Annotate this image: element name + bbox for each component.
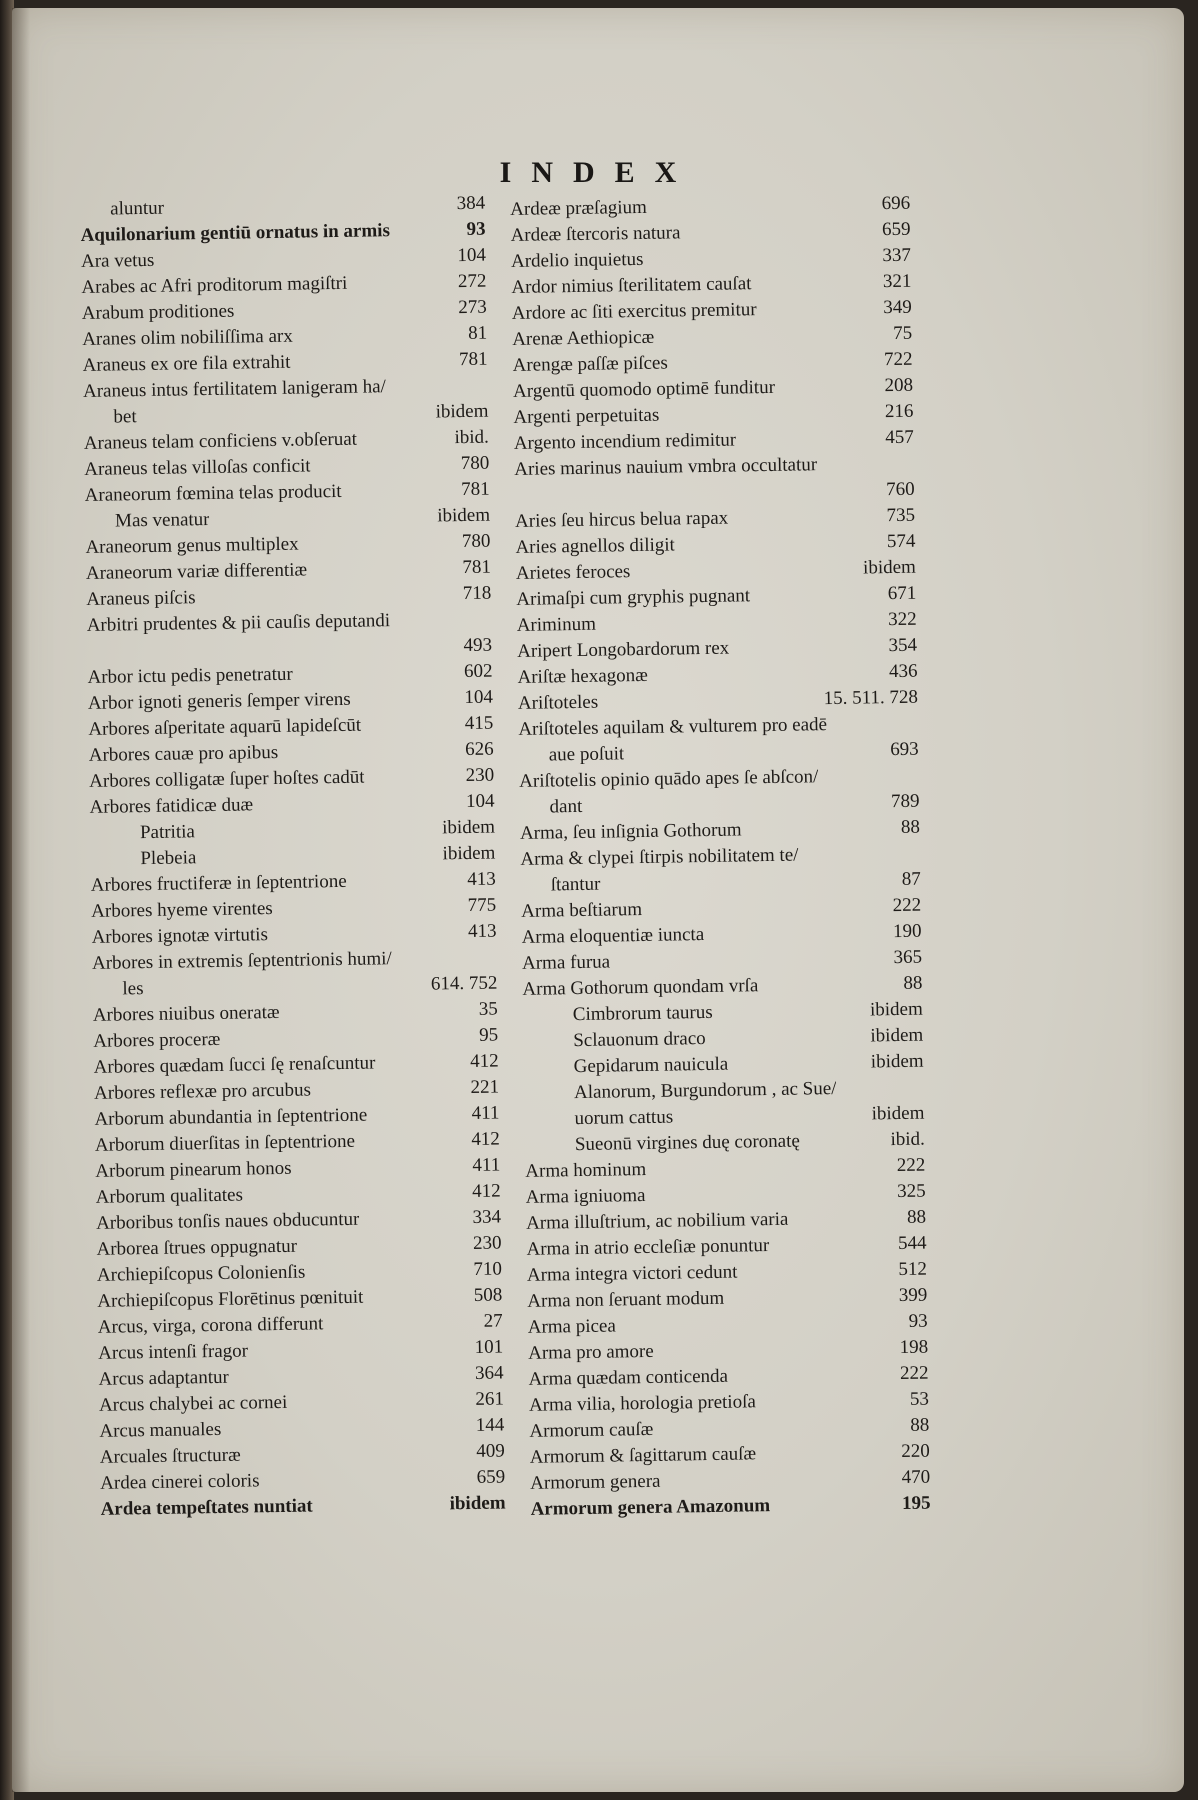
index-term: Ardore ac ſiti exercitus premitur xyxy=(511,299,757,324)
index-term: Arma integra victori cedunt xyxy=(526,1261,738,1286)
index-term: Ariſtotelis opinio quādo apes ſe abſcon/ xyxy=(519,766,819,792)
index-page-ref: 718 xyxy=(462,582,492,605)
index-term: Ariſtoteles aquilam & vulturem pro eadē xyxy=(518,714,828,740)
index-term: Mas venatur xyxy=(114,509,210,532)
index-page-ref: 349 xyxy=(883,296,912,319)
index-page-ref: 144 xyxy=(475,1414,505,1436)
index-page-ref: 780 xyxy=(460,452,490,475)
index-term: Ardea tempeſtates nuntiat xyxy=(100,1495,313,1520)
index-term: Arborum diuerſitas in ſeptentrione xyxy=(94,1130,356,1156)
index-term: les xyxy=(122,978,144,1000)
index-term: Araneus telam conficiens v.obſeruat xyxy=(83,428,358,454)
index-page-ref: ibidem xyxy=(442,842,496,865)
index-term: Arbores proceræ xyxy=(93,1028,221,1052)
index-page-ref: ibidem xyxy=(442,816,496,839)
index-page-ref: 602 xyxy=(463,660,493,683)
index-page-ref: 222 xyxy=(896,1154,926,1177)
index-term: Armorum genera xyxy=(530,1470,661,1494)
index-term: Araneus piſcis xyxy=(86,587,196,610)
index-term: Ardea cinerei coloris xyxy=(100,1470,260,1494)
index-term: Arma quædam conticenda xyxy=(528,1365,729,1390)
index-page-ref: 81 xyxy=(468,322,488,344)
index-page-ref: 93 xyxy=(466,218,486,240)
index-page-ref: 409 xyxy=(476,1440,505,1462)
index-term: Arbitri prudentes & pii cauſis deputandi xyxy=(86,610,391,636)
index-term: Arma eloquentiæ iuncta xyxy=(521,924,705,948)
index-page-ref: 781 xyxy=(462,556,492,579)
index-page-ref: ibid. xyxy=(454,426,489,449)
index-term: Arma beſtiarum xyxy=(521,899,643,922)
index-term: Arbores cauæ pro apibus xyxy=(88,741,279,766)
index-term: Argento incendium redimitur xyxy=(513,429,737,454)
index-term: Araneorum variæ differentiæ xyxy=(85,559,308,584)
index-page-ref: 220 xyxy=(901,1440,930,1463)
index-page-ref: 88 xyxy=(906,1206,927,1228)
index-term: Ardeæ ſtercoris natura xyxy=(510,222,681,246)
index-term: Cimbrorum taurus xyxy=(572,1001,713,1026)
index-term: Aripert Longobardorum rex xyxy=(516,637,730,662)
index-term: Arcus chalybei ac cornei xyxy=(98,1391,288,1416)
index-term: Arma pro amore xyxy=(528,1340,654,1364)
index-term: Arabes ac Afri proditorum magiſtri xyxy=(81,272,348,298)
index-page-ref: ibidem xyxy=(871,1102,925,1125)
index-page-ref: 15. 511. 728 xyxy=(823,686,919,710)
index-page-ref: 544 xyxy=(897,1232,927,1255)
index-term: aue poſuit xyxy=(548,743,625,766)
index-term: Arboribus tonſis naues obducuntur xyxy=(95,1208,360,1234)
index-term: Ariſtoteles xyxy=(517,691,599,714)
index-term: bet xyxy=(113,406,137,428)
index-page-ref: 412 xyxy=(471,1128,501,1150)
index-page-ref: 53 xyxy=(909,1388,930,1410)
index-term: Araneorum genus multiplex xyxy=(85,533,299,558)
index-term: Armorum & ſagittarum cauſæ xyxy=(529,1443,757,1468)
index-page-ref: 221 xyxy=(470,1076,500,1098)
index-page-ref: 104 xyxy=(465,790,495,813)
index-page-ref: ibidem xyxy=(870,1024,924,1047)
index-page-ref: 321 xyxy=(882,270,912,293)
index-page-ref: 35 xyxy=(478,998,498,1020)
index-term: Araneorum fœmina telas producit xyxy=(84,480,342,506)
index-term: Araneus ex ore fila extrahit xyxy=(82,351,291,376)
index-page-ref: ibidem xyxy=(870,1050,924,1073)
index-term: Armorum cauſæ xyxy=(529,1418,654,1442)
index-term: Araneus intus fertilitatem lanigeram ha/ xyxy=(82,376,387,402)
index-page-ref: 93 xyxy=(908,1310,928,1332)
index-term: Arma, ſeu inſignia Gothorum xyxy=(519,819,742,844)
index-page-ref: 95 xyxy=(479,1024,499,1046)
index-term: Arcus intenſi fragor xyxy=(98,1340,249,1364)
index-page-ref: 27 xyxy=(483,1310,503,1332)
index-term: Plebeia xyxy=(140,847,197,870)
index-page-ref: 222 xyxy=(892,894,922,917)
index-page-ref: 222 xyxy=(899,1362,929,1385)
index-term: uorum cattus xyxy=(574,1106,674,1130)
index-page-ref: 230 xyxy=(472,1232,502,1254)
index-page-ref: 671 xyxy=(887,582,917,605)
index-page-ref: 354 xyxy=(888,634,918,657)
index-page-ref: 413 xyxy=(467,920,497,942)
index-page-ref: 88 xyxy=(903,972,923,994)
index-term: Armorum genera Amazonum xyxy=(530,1495,771,1520)
index-term: Ariſtæ hexagonæ xyxy=(517,664,649,688)
index-page-ref: 411 xyxy=(472,1154,501,1176)
index-page-ref: 364 xyxy=(474,1362,504,1384)
index-term: ſtantur xyxy=(550,873,601,896)
index-term: Argenti perpetuitas xyxy=(513,404,660,428)
index-term: dant xyxy=(549,795,583,818)
index-term: Aries ſeu hircus belua rapax xyxy=(514,507,729,532)
index-page-ref: 781 xyxy=(458,348,488,371)
index-term: Ardeæ præſagium xyxy=(510,196,648,220)
index-term: Arborum abundantia in ſeptentrione xyxy=(94,1104,368,1130)
index-page-ref: 614. 752 xyxy=(430,972,498,995)
index-term: Sueonū virgines duę coronatę xyxy=(574,1130,800,1156)
index-term: Sclauonum draco xyxy=(573,1028,706,1052)
index-page-ref: 88 xyxy=(900,816,921,838)
index-page-ref: 457 xyxy=(885,426,914,449)
index-page-ref: 659 xyxy=(476,1466,506,1488)
index-term: Arma & clypei ſtirpis nobilitatem te/ xyxy=(520,844,799,870)
index-page-ref: 75 xyxy=(893,322,913,344)
index-page-ref: 415 xyxy=(464,712,494,735)
index-term: Archiepiſcopus Florētinus pœnituit xyxy=(97,1286,364,1312)
index-page-ref: 273 xyxy=(458,296,487,319)
index-term: Arbores quædam ſucci ſę renaſcuntur xyxy=(93,1052,376,1078)
index-page-ref: ibid. xyxy=(890,1128,926,1151)
index-page-ref: 104 xyxy=(457,244,487,267)
index-page-ref: 208 xyxy=(884,374,914,397)
index-page-ref: 325 xyxy=(897,1180,926,1203)
index-term: Arcus, virga, corona differunt xyxy=(97,1313,324,1338)
index-term: Arma Gothorum quondam vrſa xyxy=(522,975,759,1000)
index-page-ref: ibidem xyxy=(862,556,917,579)
index-page-ref: 781 xyxy=(460,478,490,501)
index-page-ref: 696 xyxy=(881,192,911,215)
index-term: Arcuales ſtructuræ xyxy=(99,1444,241,1468)
index-term: Archiepiſcopus Colonienſis xyxy=(96,1261,306,1286)
index-page-ref: 88 xyxy=(910,1414,930,1436)
index-page-ref: 735 xyxy=(886,504,916,527)
index-page-ref: 760 xyxy=(885,478,915,501)
index-page-ref: 775 xyxy=(467,894,497,916)
index-term: Arma hominum xyxy=(525,1158,647,1182)
index-page-ref: 101 xyxy=(474,1336,504,1358)
index-term: Arbores hyeme virentes xyxy=(91,898,273,922)
index-term: Arma furua xyxy=(521,951,611,974)
index-term: Arbores aſperitate aquarū lapideſcūt xyxy=(88,714,362,740)
index-term: Ara vetus xyxy=(80,249,155,272)
index-page-ref: 87 xyxy=(901,868,921,890)
index-term: Arma igniuoma xyxy=(525,1184,646,1208)
index-term: Arbores in extremis ſeptentrionis humi/ xyxy=(91,948,392,974)
index-term: Alanorum, Burgundorum , ac Sue/ xyxy=(573,1077,837,1104)
index-term: Arbores niuibus oneratæ xyxy=(92,1001,280,1026)
index-column-left xyxy=(80,191,506,1523)
index-term: Arbores fructiferæ in ſeptentrione xyxy=(90,870,347,896)
index-page-ref: 384 xyxy=(456,192,486,215)
index-page-ref: 722 xyxy=(883,348,913,371)
index-page-ref: 512 xyxy=(898,1258,928,1281)
index-term: Arbores fatidicæ duæ xyxy=(89,794,254,818)
index-page-ref: 789 xyxy=(890,790,920,813)
index-page-ref: 104 xyxy=(464,686,494,709)
index-page-ref: 322 xyxy=(888,608,917,631)
index-term: Araneus telas villoſas conficit xyxy=(84,455,311,480)
index-term: Aquilonarium gentiū ornatus in armis xyxy=(80,220,391,246)
index-page-ref: 198 xyxy=(899,1336,929,1359)
index-term: Arborum qualitates xyxy=(95,1184,244,1208)
index-term: Patritia xyxy=(139,821,196,844)
index-page-ref: 411 xyxy=(471,1102,500,1124)
index-page-ref: 436 xyxy=(888,660,918,683)
index-term: Gepidarum nauicula xyxy=(573,1053,729,1078)
index-term: Argentū quomodo optimē funditur xyxy=(512,376,776,402)
index-page-ref: 334 xyxy=(472,1206,502,1228)
index-term: Arimaſpi cum gryphis pugnant xyxy=(516,585,751,610)
page-title: INDEX xyxy=(499,156,697,189)
index-page-ref: 508 xyxy=(473,1284,503,1306)
index-page-ref: 412 xyxy=(469,1050,499,1072)
index-term: Arborum pinearum honos xyxy=(95,1157,292,1182)
index-page-ref: 413 xyxy=(467,868,496,890)
index-page-ref: 693 xyxy=(890,738,919,761)
index-page-ref: 574 xyxy=(886,530,916,553)
index-term: Arborea ſtrues oppugnatur xyxy=(96,1235,298,1260)
index-term: Arma in atrio eccleſiæ ponuntur xyxy=(526,1235,770,1260)
index-term: Arengæ paſſæ piſces xyxy=(512,352,668,376)
index-page-ref: 272 xyxy=(457,270,487,293)
index-page-ref: 190 xyxy=(892,920,922,943)
index-page-ref: ibidem xyxy=(869,998,923,1021)
index-page-ref: 470 xyxy=(901,1466,931,1489)
index-term: Arma illuſtrium, ac nobilium varia xyxy=(525,1208,789,1234)
index-page-ref: 216 xyxy=(884,400,914,423)
index-page-ref: 261 xyxy=(475,1388,505,1410)
index-page-ref: 399 xyxy=(898,1284,928,1307)
index-page-ref: 710 xyxy=(473,1258,503,1280)
index-term: Arabum proditiones xyxy=(81,300,235,324)
index-term: Ardor nimius ſterilitatem cauſat xyxy=(511,273,752,298)
index-page-ref: 365 xyxy=(893,946,923,969)
index-term: Arbores colligatæ ſuper hoſtes cadūt xyxy=(89,766,365,792)
index-column-right xyxy=(510,191,931,1523)
index-term: Arbor ignoti generis ſemper virens xyxy=(87,688,351,714)
index-term: Arcus manuales xyxy=(99,1418,222,1442)
index-term: aluntur xyxy=(110,197,165,220)
index-term: Ardelio inquietus xyxy=(510,248,644,272)
index-term: Arbores ignotæ virtutis xyxy=(91,924,269,948)
index-term: Ariminum xyxy=(516,613,597,636)
index-term: Arma non ſeruant modum xyxy=(527,1287,725,1312)
index-page-ref: ibidem xyxy=(435,400,489,423)
index-page-ref: 230 xyxy=(465,764,495,787)
index-term: Arietes feroces xyxy=(515,561,631,584)
index-term: Aries agnellos diligit xyxy=(515,534,676,558)
index-term: Arcus adaptantur xyxy=(98,1366,230,1390)
index-page-ref: 780 xyxy=(461,530,491,553)
index-page-ref: ibidem xyxy=(449,1492,506,1515)
index-page-ref: 659 xyxy=(881,218,911,241)
index-term: Arma picea xyxy=(527,1315,617,1338)
index-page-ref: 626 xyxy=(465,738,494,761)
index-term: Arenæ Aethiopicæ xyxy=(512,326,655,350)
index-page-ref: 337 xyxy=(882,244,912,267)
index-term: Aranes olim nobiliſſima arx xyxy=(82,325,293,350)
index-term: Aries marinus nauium vmbra occultatur xyxy=(514,454,818,480)
index-page-ref: 493 xyxy=(463,634,493,657)
index-term: Arbores reflexæ pro arcubus xyxy=(93,1079,312,1104)
index-term: Arma vilia, horologia pretioſa xyxy=(528,1391,757,1416)
index-term: Arbor ictu pedis penetratur xyxy=(87,663,293,688)
index-page-ref: ibidem xyxy=(437,504,491,527)
index-page-ref: 195 xyxy=(901,1492,931,1515)
index-page-ref: 412 xyxy=(472,1180,501,1202)
